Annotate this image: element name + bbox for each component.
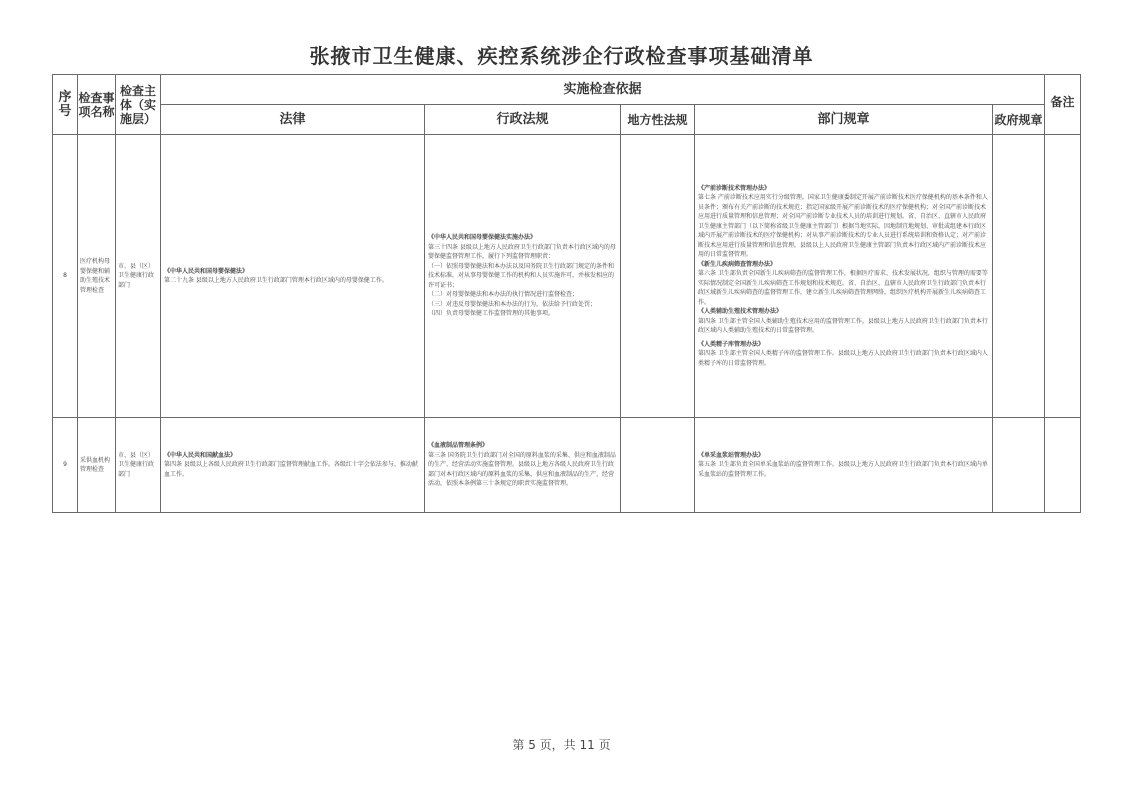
admin-reg-text: 第三条 国务院卫生行政部门对全国的原料血浆的采集、供应和血液制品的生产、经营活动实施监督管理。县级以上地方各级人民政府卫生行政部门对本行政区域内的原料血浆的采集、供应和血液制品的生产、经营活动，依照本条例第三十条规定的职责实施监督管理。 [428,451,616,488]
header-dept-rule: 部门规章 [695,105,993,135]
row-law [161,135,425,418]
law-text: 第四条 县级以上各级人民政府卫生行政部门监督管理献血工作。各级红十字会依法参与、推动献血工作。 [164,461,418,478]
admin-reg-title: 《血液制品管理条例》 [428,442,489,450]
row-law [161,418,425,513]
row-remark [1045,418,1081,513]
header-item: 检查事项名称 [78,75,116,135]
header-admin-reg: 行政法规 [425,105,621,135]
admin-reg-text: （一）依照母婴保健法和本办法以及国务院卫生行政部门规定的条件和技术标准，对从事母婴保健工作的机构和人员实施许可，并核发相应的许可证书； [428,262,615,289]
row-subject: 市、县（区）卫生健康行政部门 [116,135,161,418]
dept-rule-title: 《人类辅助生殖技术管理办法》 [698,308,783,316]
dept-rule-title: 《产前诊断技术管理办法》 [698,184,771,192]
header-gov-rule: 政府规章 [993,105,1045,135]
row-local-reg [621,135,695,418]
law-title: 《中华人民共和国母婴保健法》 [164,267,249,275]
row-dept-rule [695,418,993,513]
admin-reg-text: 第三十四条 县级以上地方人民政府卫生行政部门负责本行政区域内的母婴保健监督管理工作，履行下列监督管理职责： [428,243,616,261]
dept-rule-text: 第七条 产前诊断技术应用实行分级管理。国家卫生健康委制定开展产前诊断技术医疗保健机构的基本条件和人员条件；颁布有关产前诊断的技术规范；指定国家级开展产前诊断技术的医疗保健机构；对全国产前诊断技术应用进行质量管理和信息管理；对全国产前诊断专业技术人员的培训进行规划。省、自治区、直辖市人民政府卫生健康主管部门（以下简称省级卫生健康主管部门）根据当地实际，因地制宜地规划、审批或组建本行政区域内开展产前诊断技术的医疗保健机构；对从事产前诊断技术的专业人员进行系统培训和资格认定；对产前诊断技术应用进行质量管理和信息管理。县级以上人民政府卫生健康主管部门负责本行政区域内产前诊断技术应用的日常监督管理。 [698,194,988,259]
header-seq: 序号 [53,75,78,135]
row-seq: 8 [53,135,78,418]
row-local-reg [621,418,695,513]
page-title: 张掖市卫生健康、疾控系统涉企行政检查事项基础清单 [309,44,814,68]
table-row [53,418,1081,513]
dept-rule-title: 《单采血浆站管理办法》 [698,451,765,459]
row-subject: 市、县（区）卫生健康行政部门 [116,418,161,513]
header-local-reg: 地方性法规 [621,105,695,135]
row-gov-rule [993,418,1045,513]
admin-reg-text: （四）负责母婴保健工作监督管理的其他事项。 [428,310,555,318]
header-remark: 备注 [1045,75,1081,135]
header-basis: 实施检查依据 [161,75,1045,105]
row-dept-rule [695,135,993,418]
admin-reg-text: （二）对母婴保健法和本办法的执行情况进行监督检查； [428,291,579,299]
header-law: 法律 [161,105,425,135]
dept-rule-text: 第五条 卫生部负责全国单采血浆站的监督管理工作。县级以上地方人民政府卫生行政部门负责本行政区域内单采血浆站的监督管理工作。 [698,461,988,478]
row-item: 医疗机构母婴保健和辅助生殖技术管理检查 [78,135,116,418]
row-admin-reg [425,418,621,513]
row-seq: 9 [53,418,78,513]
row-remark [1045,135,1081,418]
dept-rule-text: 第六条 卫生部负责全国新生儿疾病筛查的监督管理工作，根据医疗需求、技术发展状况，组织与管理的需要等实际情况制定全国新生儿疾病筛查工作规划和技术规范。省、自治区、直辖市人民政府卫生行政部门负责本行政区域新生儿疾病筛查的监督管理工作，建立新生儿疾病筛查管理网络，组织医疗机构开展新生儿疾病筛查工作。 [698,270,988,306]
header-subject: 检查主体（实施层） [116,75,161,135]
page-footer: 第 5 页，共 11 页 [512,738,611,752]
dept-rule-title: 《新生儿疾病筛查管理办法》 [698,260,777,268]
dept-rule-text: 第四条 卫生部主管全国人类精子库的监督管理工作。县级以上地方人民政府卫生行政部门负责本行政区域内人类精子库的日常监督管理。 [698,350,988,367]
row-item: 采供血机构管理检查 [78,418,116,513]
law-text: 第二十九条 县级以上地方人民政府卫生行政部门管理本行政区域内的母婴保健工作。 [164,277,388,284]
dept-rule-title: 《人类精子库管理办法》 [698,340,765,348]
law-title: 《中华人民共和国献血法》 [164,451,237,459]
dept-rule-text: 第四条 卫生部主管全国人类辅助生殖技术应用的监督管理工作。县级以上地方人民政府卫生行政部门负责本行政区域内人类辅助生殖技术的日常监督管理。 [698,317,988,335]
row-admin-reg [425,135,621,418]
admin-reg-text: （三）对违反母婴保健法和本办法的行为，依法给予行政处罚； [428,300,597,308]
table-row [53,135,1081,418]
row-gov-rule [993,135,1045,418]
inspection-table [52,74,1081,513]
admin-reg-title: 《中华人民共和国母婴保健法实施办法》 [428,234,537,242]
